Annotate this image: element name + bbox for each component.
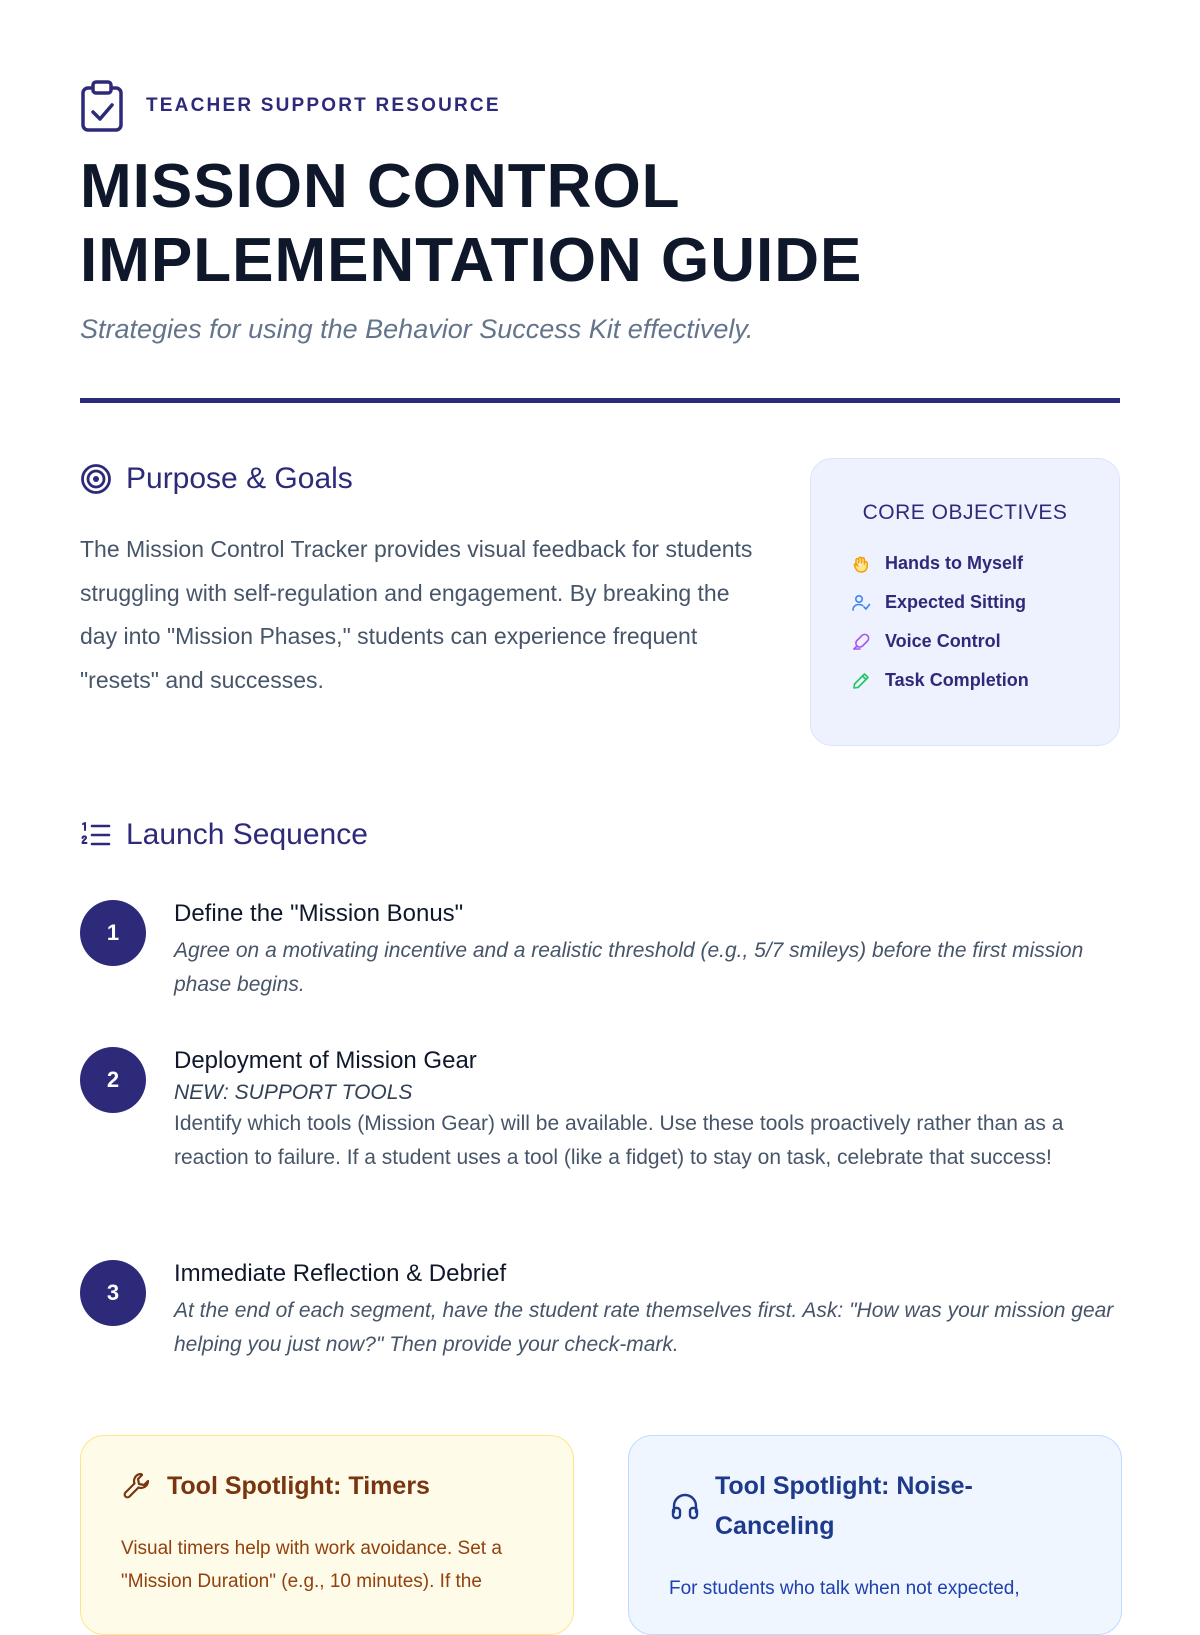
objective-label: Hands to Myself [885, 553, 1024, 573]
objective-item [851, 592, 1026, 613]
step-title: Deployment of Mission Gear [174, 1047, 477, 1074]
core-objectives-title: CORE OBJECTIVES [862, 501, 1068, 524]
title-line-1: MISSION CONTROL [80, 152, 681, 221]
spotlight-text: For students who talk when not expected, [669, 1578, 1020, 1599]
user-check-icon [851, 593, 871, 613]
page-title [80, 150, 862, 298]
objective-label: Voice Control [885, 631, 1001, 651]
header-divider [80, 398, 1120, 403]
purpose-heading-text: Purpose & Goals [126, 462, 353, 495]
step-description: Agree on a motivating incentive and a realistic threshold (e.g., 5/7 smileys) before the first mission phase begins. [174, 939, 1084, 996]
purpose-heading [80, 462, 353, 496]
objective-label: Task Completion [885, 670, 1029, 690]
launch-heading-text: Launch Sequence [126, 818, 368, 851]
step-title: Immediate Reflection & Debrief [174, 1260, 507, 1287]
spotlight-title: Tool Spotlight: Noise-Canceling [715, 1472, 973, 1540]
objective-item [851, 631, 1001, 652]
spotlight-header [121, 1466, 430, 1506]
wrench-icon [121, 1470, 153, 1502]
pencil-icon [851, 671, 871, 691]
objective-label: Expected Sitting [885, 592, 1027, 612]
step-title: Define the "Mission Bonus" [174, 900, 464, 927]
step-number-badge: 1 [80, 900, 146, 966]
title-line-2: IMPLEMENTATION GUIDE [80, 226, 863, 295]
step-number-badge: 2 [80, 1047, 146, 1113]
numbered-list-icon [80, 819, 112, 851]
page-subtitle: Strategies for using the Behavior Success Kit effectively. [80, 314, 754, 344]
target-icon [80, 463, 112, 495]
launch-heading [80, 818, 368, 852]
step-body [174, 1047, 1120, 1174]
clipboard-check-icon [80, 80, 124, 132]
step-description: Identify which tools (Mission Gear) will be available. Use these tools proactively rather than as a reaction to failure. If a student uses a tool (like a fidget) to stay on task, celebrate that success! [174, 1112, 1064, 1169]
objective-item [851, 670, 1029, 691]
step-description: At the end of each segment, have the student rate themselves first. Ask: "How was your mission gear helping you just now?" Then provide your check-mark. [174, 1299, 1114, 1356]
step-body [174, 1260, 1120, 1361]
tool-spotlight-noise-canceling [628, 1435, 1122, 1635]
spotlight-header [669, 1466, 1015, 1546]
step-body [174, 900, 1120, 1001]
spotlight-text: Visual timers help with work avoidance. Set a "Mission Duration" (e.g., 10 minutes). If the [121, 1538, 502, 1592]
step-number-badge: 3 [80, 1260, 146, 1326]
kicker [80, 80, 501, 132]
spotlight-title: Tool Spotlight: Timers [167, 1472, 430, 1500]
objective-item [851, 553, 1023, 574]
core-objectives-card [810, 458, 1120, 746]
tool-spotlight-timers [80, 1435, 574, 1635]
headphones-icon [669, 1490, 701, 1522]
purpose-text: The Mission Control Tracker provides visual feedback for students struggling with self-regulation and engagement. By breaking the day into "Mission Phases," students can experience frequent "resets" and successes. [80, 536, 753, 693]
hand-icon [851, 554, 871, 574]
kicker-text: TEACHER SUPPORT RESOURCE [146, 95, 501, 116]
step-subtitle: NEW: SUPPORT TOOLS [174, 1081, 413, 1104]
voice-icon [851, 632, 871, 652]
